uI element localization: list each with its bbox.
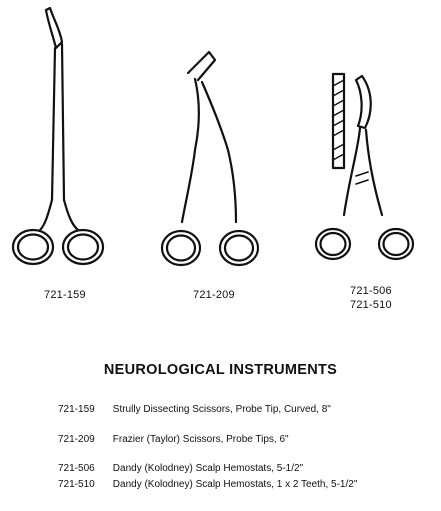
catalog-description: Dandy (Kolodney) Scalp Hemostats, 5-1/2" <box>112 463 304 474</box>
strully-scissors-illustration <box>13 8 103 264</box>
figure-label-721-506: 721-506 <box>350 285 392 297</box>
hemostat-tip-detail <box>333 74 344 168</box>
catalog-number: 721-510 <box>58 479 95 490</box>
section-heading: NEUROLOGICAL INSTRUMENTS <box>103 362 338 378</box>
dandy-hemostat-illustration <box>316 76 413 259</box>
catalog-row <box>58 434 289 445</box>
catalog-number: 721-159 <box>58 404 95 415</box>
figure-label-721-510: 721-510 <box>350 299 392 311</box>
catalog-description: Strully Dissecting Scissors, Probe Tip, Curved, 8" <box>112 404 331 415</box>
catalog-number: 721-209 <box>58 434 95 445</box>
figure-label-721-209: 721-209 <box>193 289 235 301</box>
catalog-description: Frazier (Taylor) Scissors, Probe Tips, 6" <box>112 434 289 445</box>
figure-label-721-159: 721-159 <box>44 289 86 301</box>
catalog-row <box>58 479 357 490</box>
catalog-number: 721-506 <box>58 463 95 474</box>
catalog-row <box>58 404 331 415</box>
catalog-description: Dandy (Kolodney) Scalp Hemostats, 1 x 2 Teeth, 5-1/2" <box>112 479 358 490</box>
catalog-row <box>58 463 303 474</box>
frazier-scissors-illustration <box>162 52 258 265</box>
